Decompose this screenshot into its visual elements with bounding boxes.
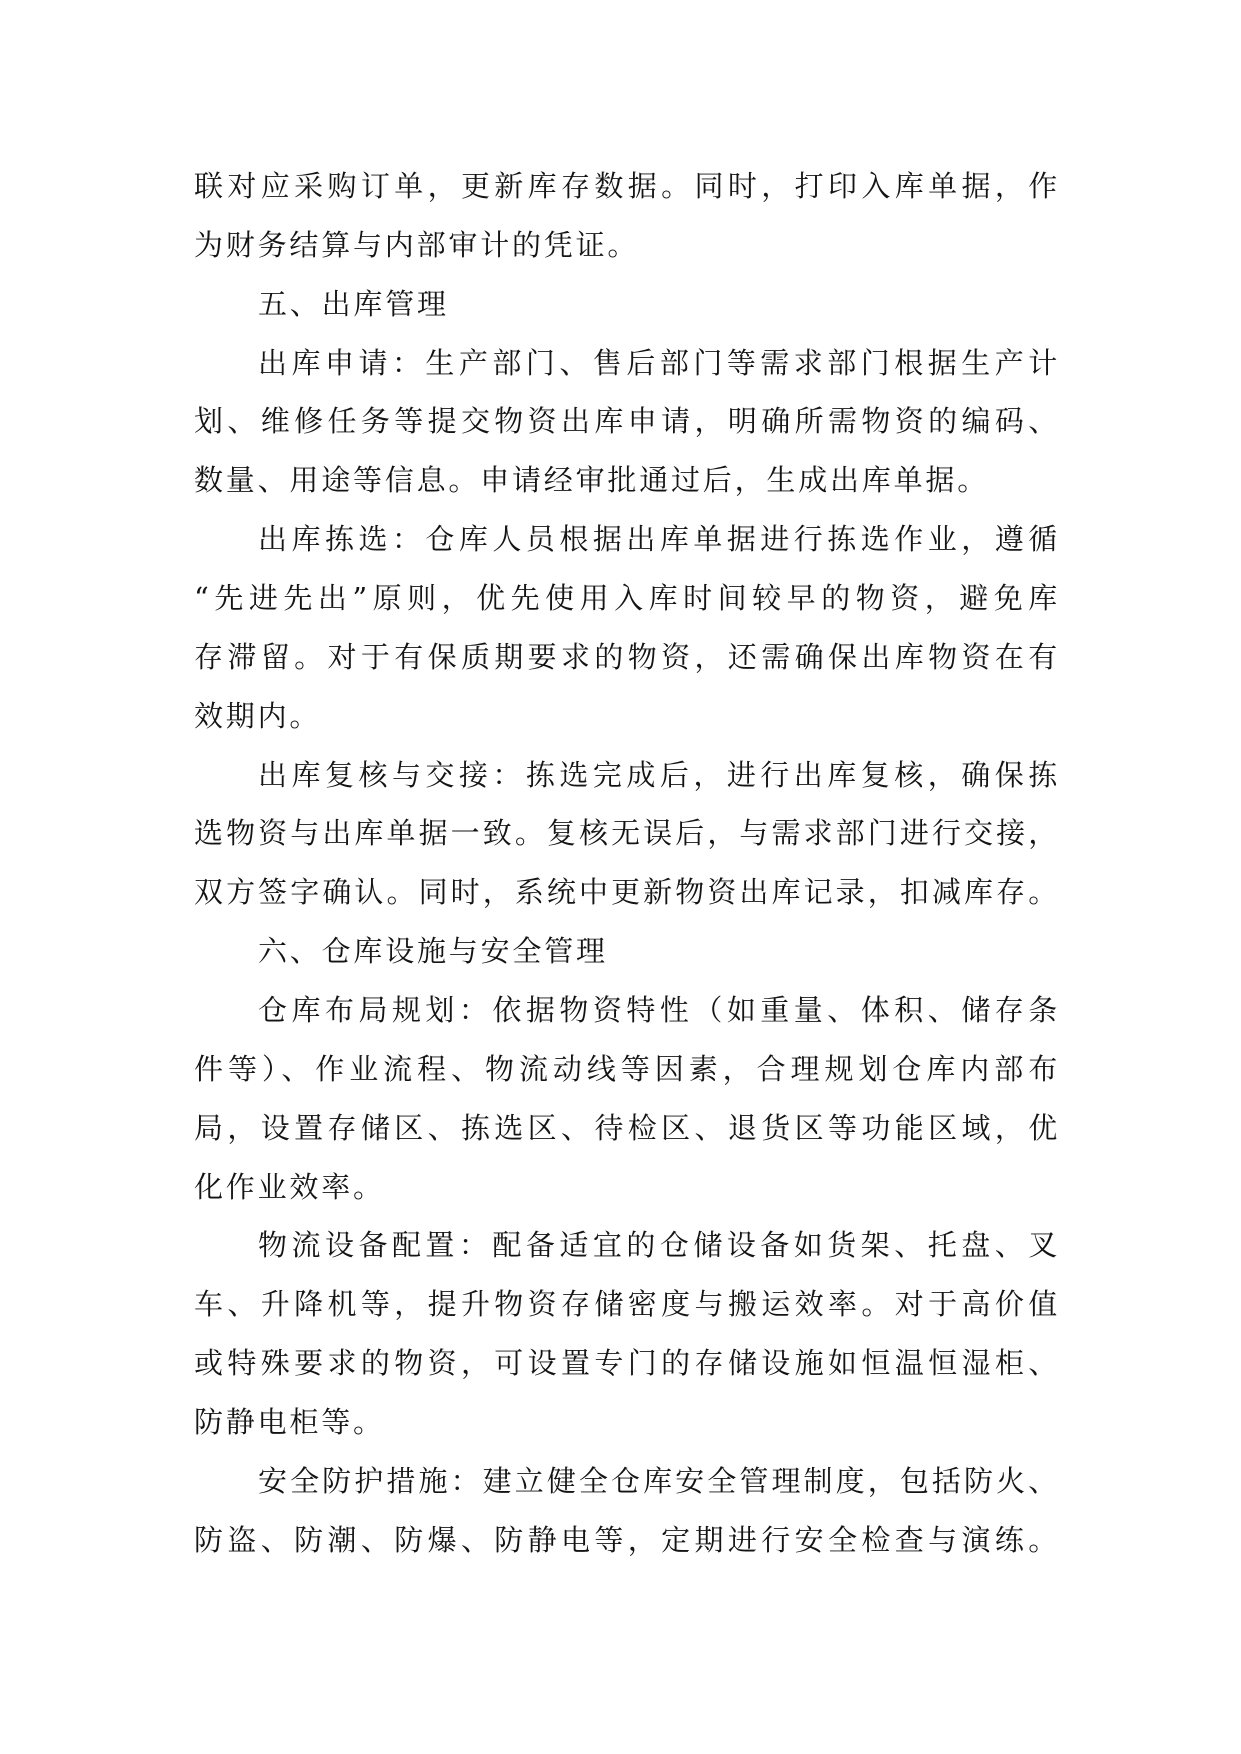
paragraph-line: 安全防护措施：建立健全仓库安全管理制度，包括防火、 [258, 1463, 1060, 1498]
paragraph-line: 仓库布局规划：依据物资特性（如重量、体积、储存条 [258, 993, 1060, 1028]
paragraph-line: 为财务结算与内部审计的凭证。 [194, 227, 640, 262]
paragraph [194, 157, 1060, 275]
paragraph-line: 物流设备配置：配备适宜的仓储设备如货架、托盘、叉 [258, 1228, 1060, 1263]
paragraph [194, 981, 1060, 1216]
paragraph-line: 选物资与出库单据一致。复核无误后，与需求部门进行交接， [194, 816, 1060, 851]
paragraph-line: 效期内。 [194, 698, 322, 733]
paragraph-line: 出库申请：生产部门、售后部门等需求部门根据生产计 [258, 345, 1060, 380]
paragraph [194, 1452, 1060, 1570]
paragraph-line: 出库拣选：仓库人员根据出库单据进行拣选作业，遵循 [258, 522, 1060, 557]
paragraph [194, 510, 1060, 745]
paragraph-line: 防静电柜等。 [194, 1405, 385, 1440]
paragraph-line: 防盗、防潮、防爆、防静电等，定期进行安全检查与演练。 [194, 1522, 1060, 1557]
document-body [194, 157, 1060, 1570]
section-heading: 五、出库管理 [258, 286, 449, 321]
paragraph-line: 化作业效率。 [194, 1169, 385, 1204]
paragraph-line: 车、升降机等，提升物资存储密度与搬运效率。对于高价值 [194, 1287, 1060, 1322]
paragraph-line: 或特殊要求的物资，可设置专门的存储设施如恒温恒湿柜、 [194, 1346, 1060, 1381]
paragraph-line: 双方签字确认。同时，系统中更新物资出库记录，扣减库存。 [194, 875, 1060, 910]
paragraph-line: 数量、用途等信息。申请经审批通过后，生成出库单据。 [194, 463, 990, 498]
paragraph-line: 件等）、作业流程、物流动线等因素，合理规划仓库内部布 [194, 1051, 1060, 1086]
paragraph-line: 划、维修任务等提交物资出库申请，明确所需物资的编码、 [194, 404, 1060, 439]
paragraph-line: 存滞留。对于有保质期要求的物资，还需确保出库物资在有 [194, 639, 1060, 674]
paragraph-line: 出库复核与交接：拣选完成后，进行出库复核，确保拣 [258, 757, 1060, 792]
paragraph [194, 1216, 1060, 1451]
paragraph-line: “先进先出”原则，优先使用入库时间较早的物资，避免库 [194, 581, 1060, 616]
paragraph-line: 局，设置存储区、拣选区、待检区、退货区等功能区域，优 [194, 1110, 1060, 1145]
paragraph [194, 334, 1060, 511]
paragraph [194, 746, 1060, 923]
paragraph-line: 联对应采购订单，更新库存数据。同时，打印入库单据，作 [194, 169, 1060, 203]
section-heading: 六、仓库设施与安全管理 [258, 934, 608, 969]
